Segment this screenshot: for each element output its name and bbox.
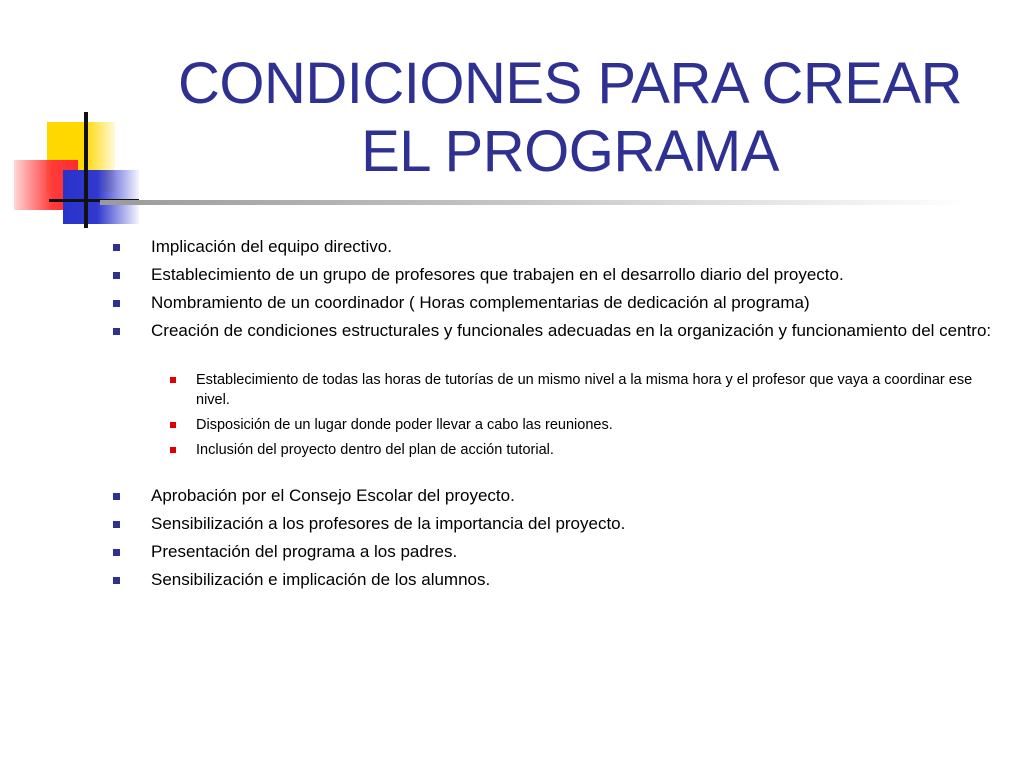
- bullet-list: [113, 236, 993, 597]
- square-bullet-icon: [113, 244, 120, 251]
- sub-list-item: [113, 415, 993, 435]
- red-square-bullet-icon: [170, 422, 176, 428]
- sub-list-item-text: Establecimiento de todas las horas de tutorías de un mismo nivel a la misma hora y el profesor que vaya a coordinar ese nivel.: [196, 372, 973, 408]
- decor-vertical-line: [84, 112, 88, 228]
- list-item-text: Nombramiento de un coordinador ( Horas complementarias de dedicación al programa): [151, 293, 810, 312]
- list-item-text: Presentación del programa a los padres.: [151, 542, 458, 561]
- square-bullet-icon: [113, 272, 120, 279]
- square-bullet-icon: [113, 300, 120, 307]
- sub-list-item-text: Disposición de un lugar donde poder llevar a cabo las reuniones.: [196, 417, 613, 433]
- list-item: [113, 541, 993, 563]
- list-item: [113, 569, 993, 591]
- list-item: [113, 292, 993, 314]
- decor-blue-square: [63, 170, 139, 224]
- list-item: [113, 485, 993, 507]
- title-line-2: EL PROGRAMA: [361, 119, 779, 184]
- slide-title: [160, 50, 980, 186]
- title-line-1: CONDICIONES PARA CREAR: [178, 51, 962, 116]
- list-item-text: Establecimiento de un grupo de profesores que trabajen en el desarrollo diario del proyecto.: [151, 265, 844, 284]
- square-bullet-icon: [113, 577, 120, 584]
- title-underline: [100, 200, 970, 205]
- list-item-text: Aprobación por el Consejo Escolar del proyecto.: [151, 486, 515, 505]
- square-bullet-icon: [113, 521, 120, 528]
- square-bullet-icon: [113, 549, 120, 556]
- list-item-text: Sensibilización e implicación de los alumnos.: [151, 570, 491, 589]
- sub-list-item: [113, 370, 993, 410]
- list-item: [113, 320, 993, 342]
- list-item-text: Creación de condiciones estructurales y funcionales adecuadas en la organización y funcionamiento del centro:: [151, 321, 992, 340]
- red-square-bullet-icon: [170, 377, 176, 383]
- list-item-text: Implicación del equipo directivo.: [151, 237, 392, 256]
- square-bullet-icon: [113, 493, 120, 500]
- list-item: [113, 264, 993, 286]
- list-item: [113, 513, 993, 535]
- list-item-text: Sensibilización a los profesores de la importancia del proyecto.: [151, 514, 626, 533]
- sub-list-item-text: Inclusión del proyecto dentro del plan de acción tutorial.: [196, 442, 554, 458]
- red-square-bullet-icon: [170, 447, 176, 453]
- sub-list-item: [113, 440, 993, 460]
- square-bullet-icon: [113, 328, 120, 335]
- list-item: [113, 236, 993, 258]
